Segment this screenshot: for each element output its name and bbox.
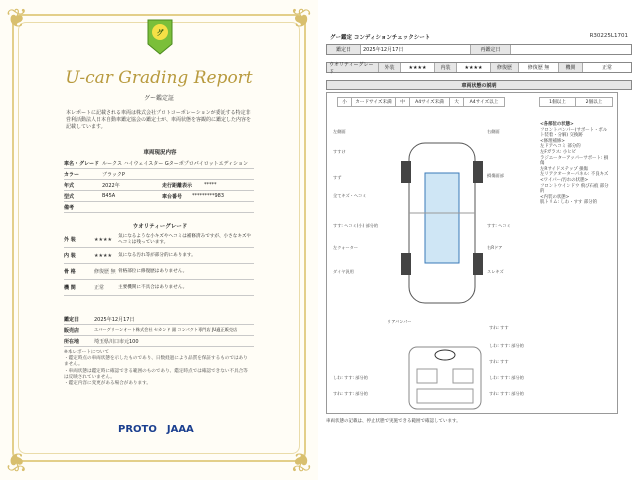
interior-label: しわ: すす: 部分的: [489, 343, 524, 348]
table-row: [64, 264, 254, 280]
exterior-stars: ★★★★: [94, 236, 112, 243]
corner-ornament-icon: ❦: [290, 4, 312, 34]
reappraisal-label: 再鑑定日: [471, 45, 511, 54]
ext-label: 外装: [379, 63, 401, 72]
car-interior-icon: [405, 343, 485, 413]
color-label: カラー: [64, 171, 80, 178]
table-row: [64, 180, 254, 191]
legend-item: フロントウインドウ 飛び石痕 部分的: [540, 183, 609, 195]
table-row: [64, 191, 254, 202]
ext-stars: ★★★★: [401, 63, 435, 72]
damage-label: 左クォーター: [333, 245, 358, 250]
interior-label: すれ: すす: 部分的: [489, 391, 524, 396]
int-label: 内装: [435, 63, 457, 72]
table-row: [64, 248, 254, 264]
size-medium: 中: [396, 98, 410, 106]
year-value: 2022年: [102, 182, 120, 189]
name-label: 車名・グレード: [64, 160, 100, 167]
damage-label: すすけ: [333, 149, 346, 154]
damage-label: リアバンパー: [387, 319, 412, 324]
size-legend: [337, 97, 505, 107]
legend-title: <各部位の状態>: [540, 122, 574, 127]
model-value: B45A: [102, 193, 116, 199]
table-row: [64, 169, 254, 180]
mechanical-label: 機 関: [64, 285, 76, 291]
sheet-id: R30225L1701: [589, 33, 628, 39]
appraisal-table: [64, 314, 254, 347]
intro-text: 本レポートに記載される車両は株式会社プロトコーポレーションが委託する特定非営利活動法人日本自動車鑑定協会の鑑定士が、車両状態を客観的に鑑定した内容を記載しています。: [66, 110, 252, 130]
mechanical-value: 正常: [94, 285, 105, 291]
legend-item: 左ドアヘコミ 部分的: [540, 144, 581, 150]
engine-value: 正常: [601, 65, 612, 71]
size-large: 大: [450, 98, 464, 106]
grade-section-title: ウオリティーグレード: [132, 224, 188, 230]
interior-label: すれ: すす: 部分的: [333, 391, 368, 396]
damage-label: すず: [333, 175, 342, 180]
damage-label: ダイヤ汎用: [333, 269, 354, 274]
grade-label: ウオリティーグレード: [327, 63, 379, 72]
legend-item: 左リアクオーターパネル: 不良キズ: [540, 172, 609, 178]
exterior-comment: 気になるような小キズやヘコミは補修済みですが、小さなキズやヘコミは残っています。: [118, 234, 252, 245]
size-large-desc: A4サイズ以上: [469, 100, 499, 105]
vin-value: *********983: [192, 193, 225, 199]
interior-label: すれ: すす: [489, 325, 509, 330]
exterior-label: 外 装: [64, 237, 76, 243]
legend-item: フロントバンパー(サポート・ボルト装着・分解) 交換跡: [540, 127, 608, 139]
date-value: 2025年12月17日: [361, 45, 471, 54]
condition-legend: [540, 122, 610, 206]
name-value: ルークス ハイウェイスター Gターボプロパイロットエディション: [102, 160, 248, 167]
mechanical-comment: 主要機関に不具合はありません。: [118, 284, 188, 290]
interior-label: しわ: すす: 部分的: [489, 375, 524, 380]
legend-item: 左Fガラス: 小ヒビ: [540, 149, 577, 155]
interior-label: 内 装: [64, 253, 76, 259]
damage-label: スレキズ: [487, 269, 504, 274]
damage-label: すす: ヘコミ: [487, 223, 511, 228]
interior-label: すれ: すす: [489, 359, 509, 364]
int-stars: ★★★★: [457, 63, 491, 72]
addr-label: 所在地: [64, 338, 80, 345]
vin-label: 車台番号: [162, 193, 183, 200]
report-notes: ※本レポートについて ・鑑定時点の車両状態を示したものであり、日数経過により品質を保証するものではありません。 ・車両状態は鑑定時に確認できる範囲のものであり、鑑定時点では確認できない不具合等は反映されていません。 ・鑑定内容に変更がある場合があります。: [64, 350, 248, 387]
repair-label: 修復歴: [491, 63, 519, 72]
corner-ornament-icon: ❦: [290, 446, 312, 476]
legend-item: 左Rサイドステップ 損傷: [540, 166, 588, 172]
size-medium-desc: A4サイズ未満: [410, 98, 450, 106]
model-label: 型式: [64, 193, 75, 200]
date-row: [326, 44, 632, 55]
interior-stars: ★★★★: [94, 252, 112, 259]
interior-comment: 気になる汚れ等が部分的にあります。: [118, 252, 196, 258]
interior-label: しわ: すす: 部分的: [333, 375, 368, 380]
shop-label: 販売店: [64, 327, 80, 334]
legend-item: <内装の状態>: [540, 194, 570, 200]
table-row: [64, 202, 254, 213]
goo-badge-icon: [146, 18, 174, 56]
grading-certificate: [0, 0, 318, 480]
addr-value: 埼玉県川口市元100: [94, 338, 139, 345]
table-row: [64, 158, 254, 169]
notes-label: 備考: [64, 204, 75, 211]
sheet-title: グー鑑定 コンディションチェックシート: [330, 35, 431, 41]
table-row: [64, 336, 254, 347]
sheet-footer: 車両状態の記載は、停止状態で実施できる範囲で確認しています。: [326, 419, 461, 424]
engine-label: 機関: [559, 63, 583, 72]
engine-value: 修復歴 無: [94, 269, 116, 275]
year-label: 年式: [64, 182, 75, 189]
legend-item: ラジエーターアッパーサポート: 損傷: [540, 155, 609, 167]
damage-label: 左側面: [333, 129, 346, 134]
legend-item: <修理補修>: [540, 138, 565, 144]
logo-row: [118, 424, 194, 435]
grade-row: [326, 62, 632, 73]
svg-text:グ: グ: [156, 29, 164, 37]
vehicle-section-title: 車両現況内容: [143, 150, 177, 156]
proto-logo: PROTO: [118, 424, 157, 435]
damage-label: 全てキズ・ヘコミ: [333, 193, 367, 198]
mileage-label: 走行距離表示: [162, 182, 193, 189]
date-label: 鑑定日: [64, 316, 80, 323]
level-2: 2個以上: [585, 100, 603, 105]
date-label: 鑑定日: [327, 45, 361, 54]
mileage-value: *****: [204, 182, 217, 188]
corner-ornament-icon: ❦: [6, 4, 28, 34]
legend-item: <ワイパー/汚れの状態>: [540, 177, 589, 183]
car-top-view-icon: [387, 133, 497, 313]
level-1: 1個以上: [540, 98, 576, 106]
report-title: U-car Grading Report: [65, 68, 253, 88]
grade-table: [64, 232, 254, 296]
report-subtitle: グー鑑定証: [143, 95, 174, 102]
color-value: ブラックP: [102, 171, 125, 178]
vehicle-table: [64, 158, 254, 213]
level-legend: [539, 97, 613, 107]
legend-item: 肌トリム: しわ・すす 部分的: [540, 200, 598, 206]
date-value: 2025年12月17日: [94, 316, 135, 323]
damage-label: 右側面: [487, 129, 500, 134]
damage-label: すす: ヘコミ(小) 部分的: [333, 223, 379, 228]
damage-label: 損傷面部: [487, 173, 504, 178]
table-row: [64, 325, 254, 336]
jaaa-logo: JAAA: [166, 424, 194, 435]
size-small-desc: カードサイズ未満: [352, 98, 396, 106]
repair-value: 修復歴 無: [519, 63, 559, 72]
diagram-title: 車両状態の説明: [326, 80, 632, 90]
table-row: [64, 280, 254, 296]
corner-ornament-icon: ❦: [6, 446, 28, 476]
engine-comment: 骨格部位に修復歴はありません。: [118, 268, 188, 274]
table-row: [64, 314, 254, 325]
engine-label: 骨 格: [64, 269, 76, 275]
damage-label: 右Rドア: [487, 245, 503, 250]
shop-value: エバーグリーンオート株式会社 セカンド 鋸 コンパクト専門店 JU適正販売店: [94, 327, 238, 332]
table-row: [64, 232, 254, 248]
size-small: 小: [338, 98, 352, 106]
